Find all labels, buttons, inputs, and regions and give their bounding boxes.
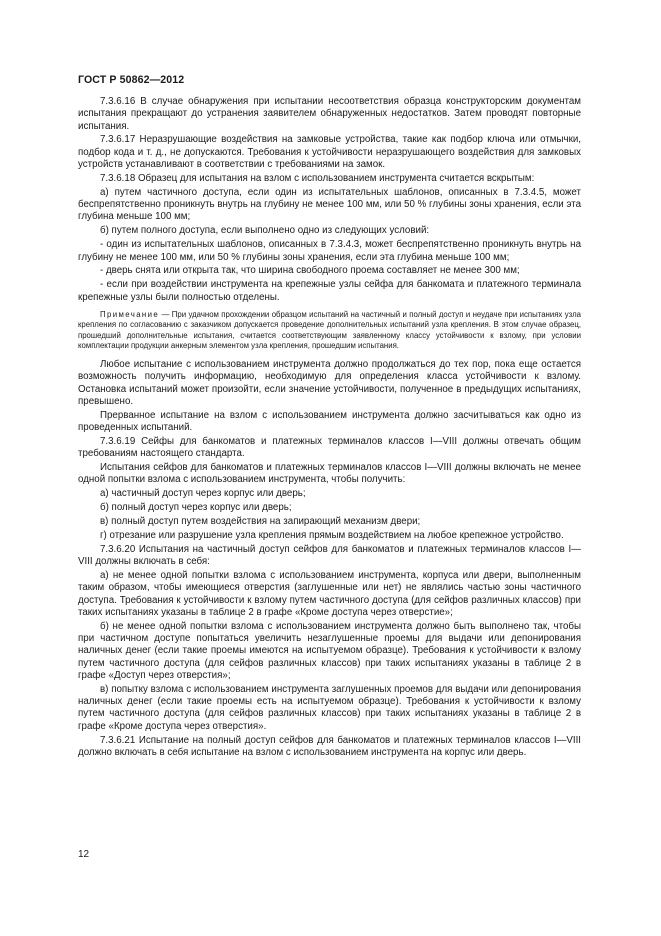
list-item-c: в) полный доступ путем воздействия на запирающий механизм двери;: [100, 516, 421, 528]
list-item-a: а) путем частичного доступа, если один из испытательных шаблонов, описанных в 7.3.4.5, может беспрепятственно проникнуть внутрь на глубину не менее 100 мм, или 50 % глубины зоны хранения, если эта глубина меньше 100 мм;: [78, 186, 581, 223]
list-item-b: б) полный доступ через корпус или дверь;: [100, 502, 292, 514]
condition-item: - один из испытательных шаблонов, описанных в 7.3.4.3, может беспрепятственно проникнуть внутрь на глубину не менее 100 мм, или 50 % глубины зоны хранения, если эта глубина меньше 100 мм;: [78, 239, 581, 263]
condition-item: - дверь снята или открыта так, что ширина свободного проема составляет не менее 300 мм;: [100, 265, 520, 277]
paragraph: Прерванное испытание на взлом с использованием инструмента должно засчитываться как одно из проведенных испытаний.: [78, 409, 581, 433]
clause-7-3-6-16: 7.3.6.16 В случае обнаружения при испытании несоответствия образца конструкторским документам испытания прекращают до устранения заявителем обнаруженных недостатков. Затем проводят повторные испытания.: [78, 96, 581, 132]
clause-7-3-6-17: 7.3.6.17 Неразрушающие воздействия на замковые устройства, такие как подбор ключа или отмычки, подбор кода и т. д., не допускаются. Требования к устойчивости неразрушающего воздействия для замковых устройств устанавливают в соответствии с требованиями на замок.: [78, 134, 581, 171]
list-item-b: б) путем полного доступа, если выполнено одно из следующих условий:: [100, 225, 430, 237]
document-body: [78, 96, 581, 761]
note-text: — При удачном прохождении образцом испытаний на частичный и полный доступ и неудаче при испытаниях узла крепления по согласованию с заказчиком допускается проведение дополнительных испытаний узла крепления. В этом случае образец, прошедший дополнительные испытания, считается соответствующим заявленному классу устойчивости к взлому, при условии комплектации продукции анкерным элементом узла крепления, прошедшим испытания.: [78, 309, 582, 351]
paragraph: Любое испытание с использованием инструмента должно продолжаться до тех пор, пока еще остается возможность получить информацию, необходимую для определения класса устойчивости к взлому. Остановка испытаний может произойти, если значение устойчивости, полученное в предыдущих испытаниях, превышено.: [78, 358, 581, 407]
list-item-b: б) не менее одной попытки взлома с использованием инструмента должно быть выполнено так, чтобы при частичном доступе попытаться увеличить незаглушенные проемы для выдачи или депонирования наличных денег (если такие проемы имеются на испытуемом образце). Требования к устойчивости к взлому путем частичного доступа (для сейфов различных классов) при таких испытаниях указаны в таблице 2 в графе «Доступ через отверстия»;: [78, 620, 581, 681]
paragraph: Испытания сейфов для банкоматов и платежных терминалов классов I—VIII должны включать не менее одной попытки взлома с использованием инструмента, чтобы получить:: [78, 462, 581, 486]
note-label: Примечание: [100, 309, 160, 319]
note: [78, 310, 581, 352]
clause-7-3-6-19: 7.3.6.19 Сейфы для банкоматов и платежных терминалов классов I—VIII должны отвечать общим требованиям настоящего стандарта.: [78, 435, 581, 460]
condition-item: - если при воздействии инструмента на крепежные узлы сейфа для банкомата и платежного терминала крепежные узлы были полностью отделены.: [78, 279, 581, 303]
page-number: 12: [78, 849, 90, 860]
clause-7-3-6-21: 7.3.6.21 Испытание на полный доступ сейфов для банкоматов и платежных терминалов классов I—VIII должно включать в себя испытание на взлом с использованием инструмента на корпус или дверь.: [78, 734, 581, 758]
document-header: ГОСТ Р 50862—2012: [78, 74, 185, 86]
list-item-c: в) попытку взлома с использованием инструмента заглушенных проемов для выдачи или депонирования наличных денег (если такие проемы есть на испытуемом образце). Требования к устойчивости к взлому путем частичного доступа (для сейфов различных классов) при таких испытаниях указаны в таблице 2 в графе «Кроме доступа через отверстия».: [78, 683, 581, 732]
list-item-a: а) частичный доступ через корпус или дверь;: [100, 488, 306, 500]
clause-7-3-6-20: 7.3.6.20 Испытания на частичный доступ сейфов для банкоматов и платежных терминалов классов I—VIII должны включать в себя:: [78, 543, 581, 568]
clause-7-3-6-18: 7.3.6.18 Образец для испытания на взлом с использованием инструмента считается вскрытым:: [100, 172, 535, 184]
list-item-a: а) не менее одной попытки взлома с использованием инструмента, корпуса или двери, выполненным таким образом, чтобы имеющиеся отверстия (заглушенные или нет) не являлись частью зоны частичного доступа. Требования к устойчивости к взлому путем частичного доступа (для сейфов различных классов) при таких испытаниях указаны в таблице 2 в графе «Кроме доступа через отверстие»;: [78, 570, 581, 618]
list-item-d: г) отрезание или разрушение узла крепления прямым воздействием на любое крепежное устройство.: [100, 529, 564, 541]
